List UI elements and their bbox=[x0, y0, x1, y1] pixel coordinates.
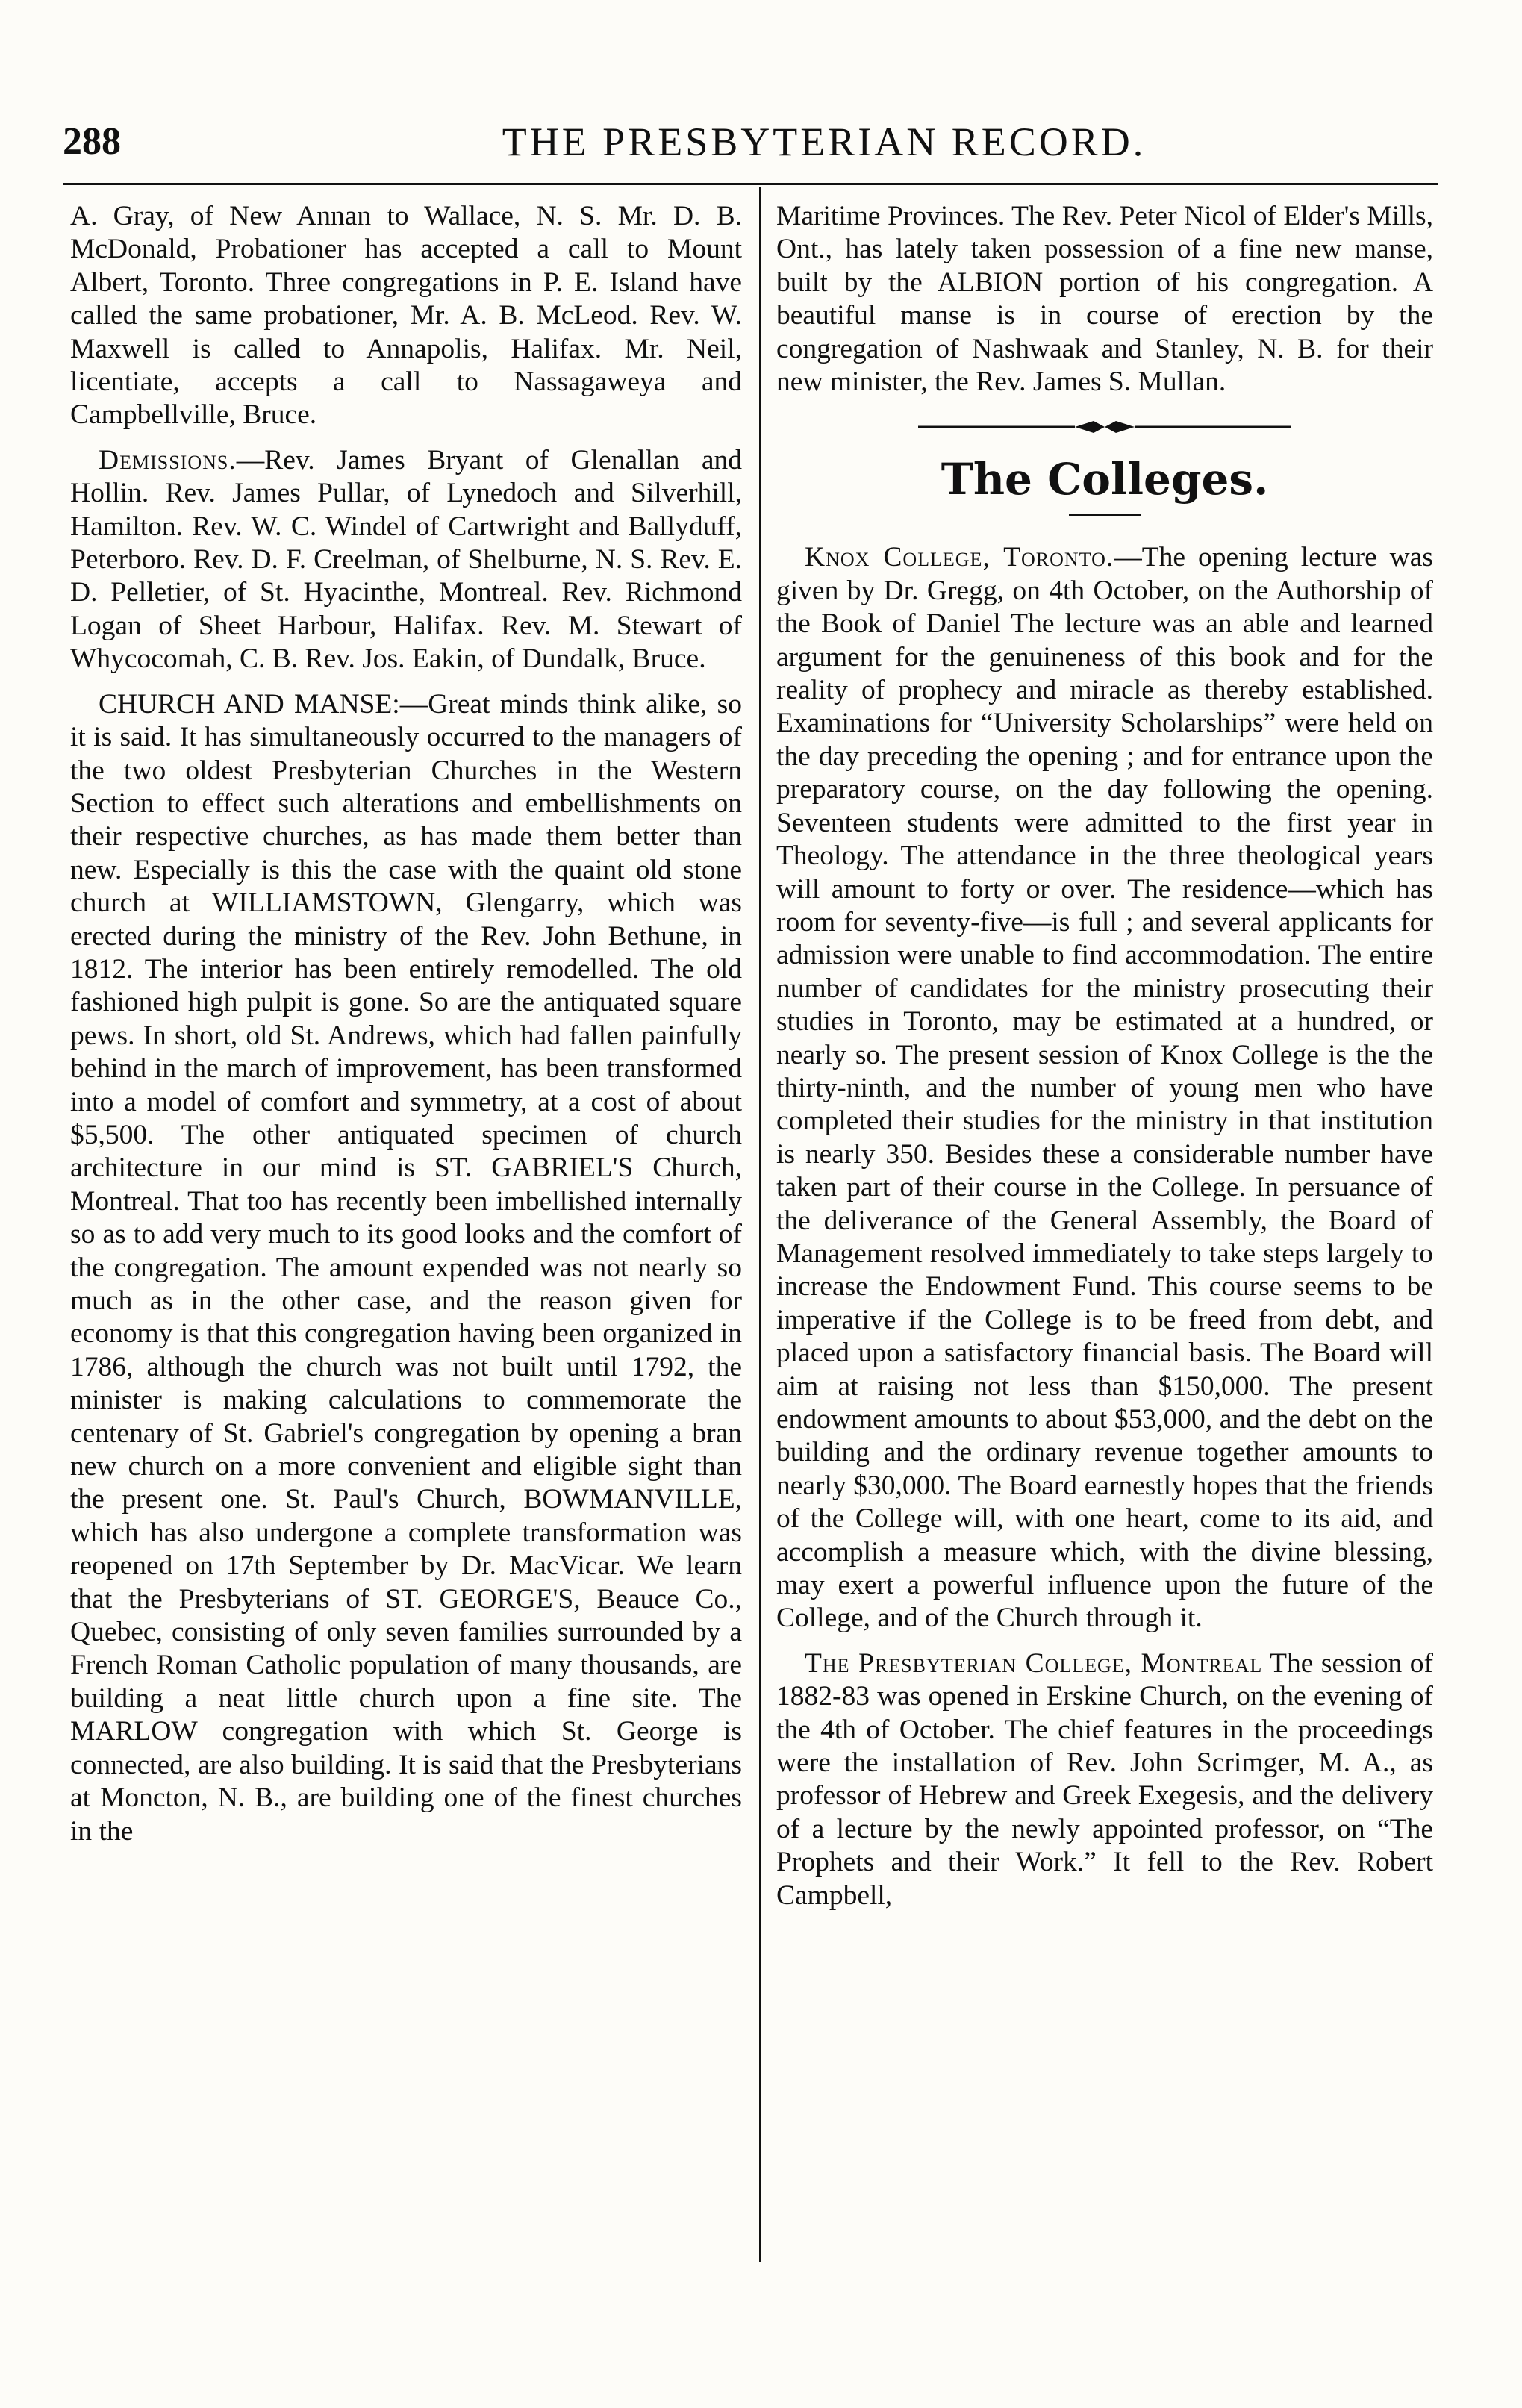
presbyterian-college-paragraph bbox=[776, 1647, 1433, 1912]
section-heading-colleges: The Colleges. bbox=[941, 454, 1269, 505]
page-header bbox=[63, 112, 1436, 172]
maritime-paragraph: Maritime Provinces. The Rev. Peter Nicol of Elder's Mills, Ont., has lately taken possession of a fine new manse, built by the ALBION portion of his congregation. A beautiful manse is in course of erection by the congregation of Nashwaak and Stanley, N. B. for their new minister, the Rev. James S. Mullan. bbox=[776, 201, 1433, 398]
running-title: THE PRESBYTERIAN RECORD. bbox=[502, 119, 1147, 164]
demissions-lead: Demissions. bbox=[99, 444, 237, 475]
header-rule bbox=[63, 183, 1438, 185]
knox-college-paragraph bbox=[776, 541, 1433, 1635]
page-number: 288 bbox=[63, 120, 121, 163]
ornament-divider-icon bbox=[918, 418, 1291, 436]
church-and-manse-paragraph bbox=[70, 688, 742, 1848]
demissions-text: —Rev. James Bryant of Glenallan and Hollin. Rev. James Pullar, of Lynedoch and Silverhill, Hamilton. Rev. W. C. Windel of Cartwright and Ballyduff, Peterboro. Rev. D. F. Creelman, of Shelburne, N. S. Rev. E. D. Pelletier, of St. Hyacinthe, Montreal. Rev. Richmond Logan of Sheet Harbour, Halifax. Rev. M. Stewart of Whycocomah, C. B. Rev. Jos. Eakin, of Dundalk, Bruce. bbox=[70, 444, 742, 675]
ornament-divider bbox=[776, 412, 1433, 442]
left-column bbox=[70, 200, 742, 1860]
right-column bbox=[776, 200, 1433, 1924]
column-divider bbox=[759, 187, 761, 2262]
church-and-manse-text: —Great minds think alike, so it is said. It has simultaneously occurred to the managers of the two oldest Presbyterian Churches in the Western Section to effect such alterations and embellishments on their respective churches, as has made them better than new. Especially is this the case with the quaint old stone church at WILLIAMSTOWN, Glengarry, which was erected during the ministry of the Rev. John Bethune, in 1812. The interior has been entirely remodelled. The old fashioned high pulpit is gone. So are the antiquated square pews. In short, old St. Andrews, which had fallen painfully behind in the march of improvement, has been transformed into a model of comfort and symmetry, at a cost of about $5,500. The other antiquated specimen of church architecture in our mind is ST. GABRIEL'S Church, Montreal. That too has recently been imbellished internally so as to add very much to its good looks and the comfort of the congregation. The amount expended was not nearly so much as in the other case, and the reason given for economy is that this congregation having been organized in 1786, although the church was not built until 1792, the minister is making calculations to commemorate the centenary of St. Gabriel's congregation by opening a bran new church on a more convenient and eligible sight than the present one. St. Paul's Church, BOWMANVILLE, which has also undergone a complete transformation was reopened on 17th September by Dr. MacVicar. We learn that the Presbyterians of ST. GEORGE'S, Beauce Co., Quebec, consisting of only seven families surrounded by a French Roman Catholic population of many thousands, are building a neat little church upon a fine site. The MARLOW congregation with which St. George is connected, are also building. It is said that the Presbyterians at Moncton, N. B., are building one of the finest churches in the bbox=[70, 688, 742, 1847]
knox-college-lead: Knox College, Toronto. bbox=[805, 542, 1114, 573]
appointments-paragraph: A. Gray, of New Annan to Wallace, N. S. Mr. D. B. McDonald, Probationer has accepted a call to Mount Albert, Toronto. Three congregations in P. E. Island have called the same probationer, Mr. A. B. McLeod. Rev. W. Maxwell is called to Annapolis, Halifax. Mr. Neil, licentiate, accepts a call to Nassagaweya and Campbellville, Bruce. bbox=[70, 201, 742, 431]
church-and-manse-lead: CHURCH AND MANSE: bbox=[99, 688, 400, 720]
section-rule bbox=[1069, 514, 1141, 516]
presbyterian-college-lead: The Presbyterian College, Montreal bbox=[805, 1647, 1263, 1679]
knox-college-text: —The opening lecture was given by Dr. Gregg, on 4th October, on the Authorship of the Book of Daniel The lecture was an able and learned argument for the genuineness of this book and for the reality of prophecy and miracle as thereby established. Examinations for “University Scholarships” were held on the day preceding the opening ; and for entrance upon the preparatory course, on the day following the opening. Seventeen students were admitted to the first year in Theology. The attendance in the three theological years will amount to forty or over. The residence—which has room for seventy-five—is full ; and several applicants for admission were unable to find accommodation. The entire number of candidates for the ministry prosecuting their studies in Toronto, may be estimated at a hundred, or nearly so. The present session of Knox College is the the thirty-ninth, and the number of young men who have completed their studies for the ministry in that institution is nearly 350. Besides these a considerable number have taken part of their course in the College. In persuance of the deliverance of the General Assembly, the Board of Management resolved immediately to take steps largely to increase the Endowment Fund. This course seems to be imperative if the College is to be freed from debt, and placed upon a satisfactory financial basis. The Board will aim at raising not less than $150,000. The present endowment amounts to about $53,000, and the debt on the building and the ordinary revenue together amounts to nearly $30,000. The Board earnestly hopes that the friends of the College will, with one heart, come to its aid, and accomplish a measure which, with the divine blessing, may exert a powerful influence upon the future of the College, and of the Church through it. bbox=[776, 542, 1433, 1634]
demissions-paragraph bbox=[70, 444, 742, 676]
presbyterian-college-text: The session of 1882-83 was opened in Erskine Church, on the evening of the 4th of October. The chief features in the proceedings were the installation of Rev. John Scrimger, M. A., as professor of Hebrew and Greek Exegesis, and the delivery of a lecture by the newly appointed professor, on “The Prophets and their Work.” It fell to the Rev. Robert Campbell, bbox=[776, 1647, 1433, 1911]
